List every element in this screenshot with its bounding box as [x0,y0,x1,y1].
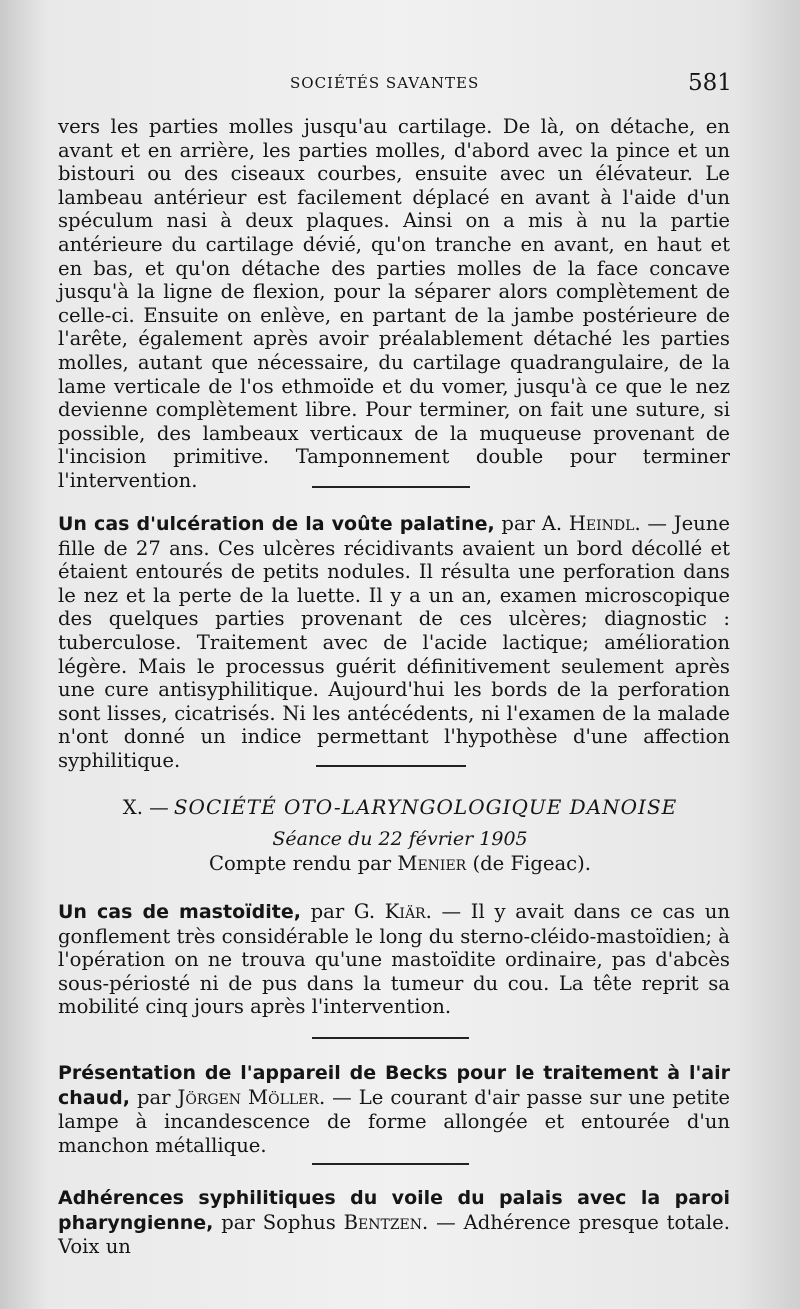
abstract-bentzen [58,1186,730,1259]
abstract-by: par A. [494,512,569,535]
report-suffix: (de Figeac). [466,852,591,875]
page-number: 581 [688,70,732,96]
paragraph-continuation [58,115,730,493]
session-date [0,828,800,850]
reporter-name: Menier [397,852,467,875]
abstract-body: . — Le courant d'air passe sur une petite lampe à incandescence de forme allongée et entourée d'un manchon métallique. [58,1085,730,1157]
abstract-kiar [58,900,730,1019]
abstract-author: Heindl [568,512,635,535]
abstract-moller [58,1061,730,1157]
running-title: SOCIÉTÉS SAVANTES [290,74,480,92]
abstract-body: . — Il y avait dans ce cas un gonflement très considérable le long du sterno-cléido-mastoïdien; à l'opération on ne trouva qu'une mastoïdite ordinaire, pas d'abcès sous-périosté ni de pus dans la tumeur du cou. La tête reprit sa mobilité cinq jours après l'intervention. [58,900,730,1019]
session-date-text: Séance du 22 février 1905 [272,828,528,850]
section-divider [312,486,470,488]
abstract-title: Un cas d'ulcération de la voûte palatine, [58,513,495,535]
abstract-by: par G. [300,900,385,923]
abstract-title: Adhérences syphilitiques du voile du palais avec la paroi pharyngienne, [58,1187,730,1234]
abstract-author: Kiär [384,900,426,923]
abstract-by: par Sophus [213,1210,344,1234]
society-name: SOCIÉTÉ OTO-LARYNGOLOGIQUE DANOISE [173,795,678,819]
abstract-heindl [58,512,730,773]
abstract-title: Présentation de l'appareil de Becks pour le traitement à l'air chaud, [58,1062,730,1109]
abstract-author: Bentzen [343,1210,423,1234]
abstract-by: par [129,1085,178,1109]
section-divider [316,765,466,767]
section-divider [312,1037,469,1039]
abstract-body: . — Adhérence presque totale. Voix un [58,1210,730,1259]
paragraph-text: vers les parties molles jusqu'au cartilage. De là, on détache, en avant et en arrière, les parties molles, d'abord avec la pince et un bistouri ou des ciseaux courbes, ensuite avec un élévateur. Le lambeau antérieur est facilement déplacé en avant à l'aide d'un spéculum nasi à deux plaques. Ainsi on a mis à nu la partie antérieure du cartilage dévié, qu'on tranche en avant, en haut et en bas, et qu'on détache des parties molles de la face concave jusqu'à la ligne de flexion, pour la séparer alors complètement de celle-ci. Ensuite on enlève, en partant de la jambe postérieure de l'arête, également après avoir préalablement détaché les parties molles, autant que nécessaire, du cartilage quadrangulaire, de la lame verticale de l'os ethmoïde et du vomer, jusqu'à ce que le nez devienne complètement libre. Pour terminer, on fait une suture, si possible, des lambeaux verticaux de la muqueuse provenant de l'incision primitive. Tamponnement double pour terminer l'intervention. [58,115,730,492]
report-credit [0,852,800,875]
abstract-author: Jörgen Möller [177,1085,319,1109]
abstract-title: Un cas de mastoïdite, [58,901,301,923]
section-divider [312,1163,469,1165]
section-number: X. — [122,796,169,819]
society-heading [0,795,800,819]
abstract-body: . — Jeune fille de 27 ans. Ces ulcères récidivants avaient un bord décollé et étaient entourés de petits nodules. Il résulta une perforation dans le nez et la perte de la luette. Il y a un an, examen microscopique des quelques parties provenant de ces ulcères; diagnostic : tuberculose. Traitement avec de l'acide lactique; amélioration légère. Mais le processus guérit définitivement seulement après une cure antisyphilitique. Aujourd'hui les bords de la perforation sont lisses, cicatrisés. Ni les antécédents, ni l'examen de la malade n'ont donné un indice permettant l'hypothèse d'une affection syphilitique. [58,512,730,772]
report-prefix: Compte rendu par [208,852,398,875]
running-header [0,70,800,98]
